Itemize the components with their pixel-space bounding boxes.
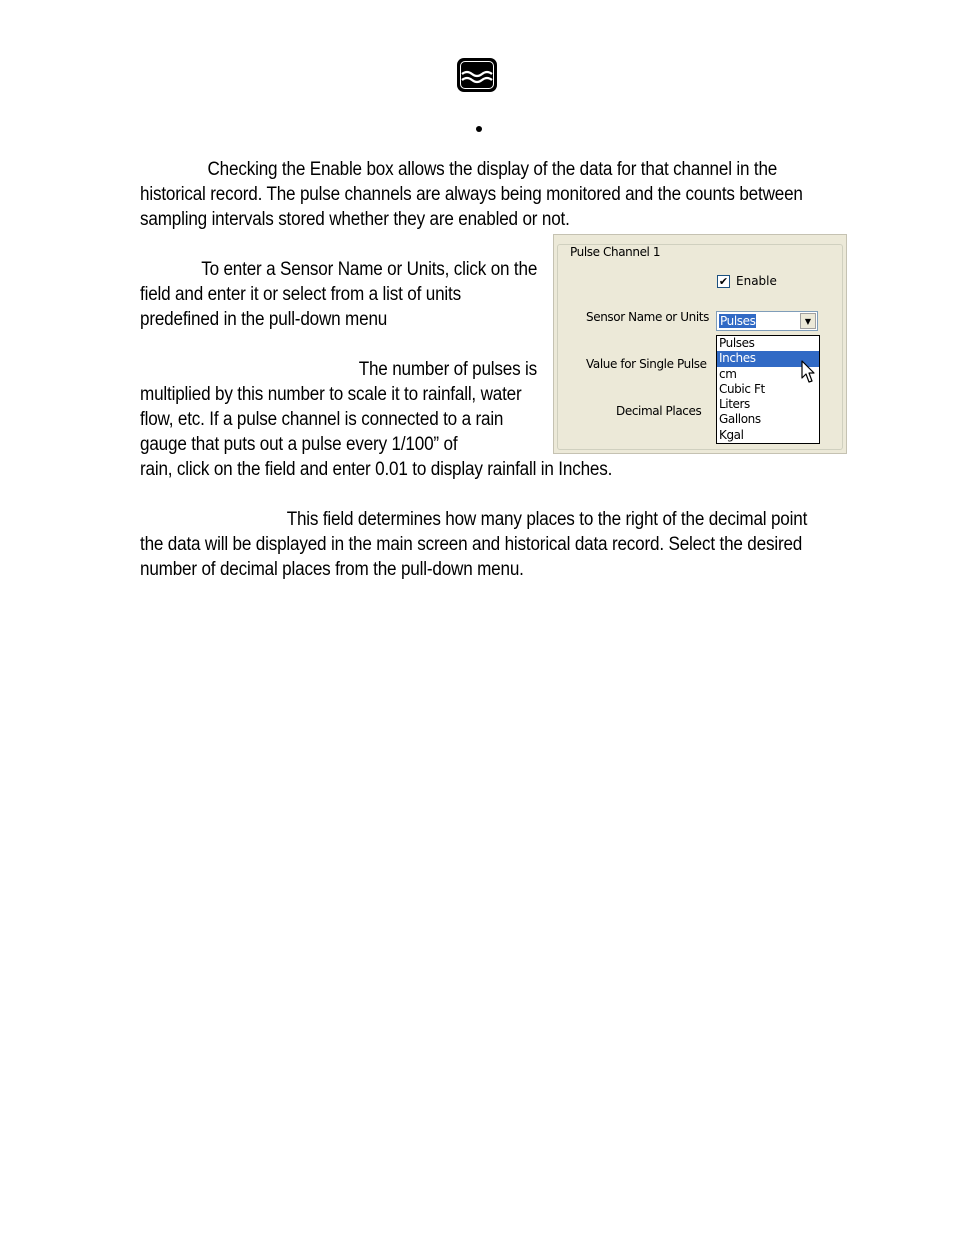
decimal-places-paragraph: This field determines how many places to the right of the decimal point the data will be displayed in the main screen and historical data record. Select the desired number of decimal places from the pull-down menu.	[140, 509, 808, 580]
dropdown-option[interactable]: Kgal	[719, 427, 744, 442]
dropdown-option[interactable]: Gallons	[719, 412, 761, 427]
group-title: Pulse Channel 1	[570, 245, 661, 259]
dropdown-option[interactable]: Cubic Ft	[719, 381, 765, 396]
units-dropdown-list	[716, 335, 820, 444]
check-mark-icon: ✔	[718, 274, 729, 288]
value-single-pulse-paragraph: The number of pulses is multiplied by this number to scale it to rainfall, water flow, etc. If a pulse channel is connected to a rain gauge that puts out a pulse every 1/100” of	[140, 359, 538, 455]
enable-paragraph: Checking the Enable box allows the display of the data for that channel in the historical record. The pulse channels are always being monitored and the counts between sampling intervals stored whether they are enabled or not.	[140, 159, 803, 230]
value-single-pulse-label: Value for Single Pulse	[586, 357, 707, 371]
combo-selected-value[interactable]: Pulses	[720, 314, 756, 328]
dropdown-option[interactable]: cm	[719, 366, 737, 381]
decimal-places-label: Decimal Places	[616, 404, 702, 418]
dropdown-option-highlighted[interactable]: Inches	[717, 351, 819, 366]
dropdown-option[interactable]: Pulses	[719, 336, 755, 350]
pulse-channel-dialog	[553, 234, 847, 454]
value-single-pulse-paragraph-end: rain, click on the field and enter 0.01 to display rainfall in Inches.	[140, 459, 613, 480]
enable-checkbox[interactable]	[717, 275, 730, 288]
bullet-marker	[476, 126, 482, 132]
sensor-name-label: Sensor Name or Units	[586, 310, 709, 324]
water-waves-icon	[456, 57, 498, 93]
enable-label: Enable	[736, 274, 777, 288]
mouse-pointer-icon	[801, 360, 817, 385]
sensor-name-paragraph: To enter a Sensor Name or Units, click on the field and enter it or select from a list of units predefined in the pull-down menu	[140, 259, 538, 330]
dropdown-arrow-icon[interactable]: ▼	[800, 313, 816, 329]
dropdown-option[interactable]: Liters	[719, 397, 750, 412]
sensor-units-combobox[interactable]	[716, 311, 818, 331]
enable-checkbox-row[interactable]	[717, 274, 777, 288]
